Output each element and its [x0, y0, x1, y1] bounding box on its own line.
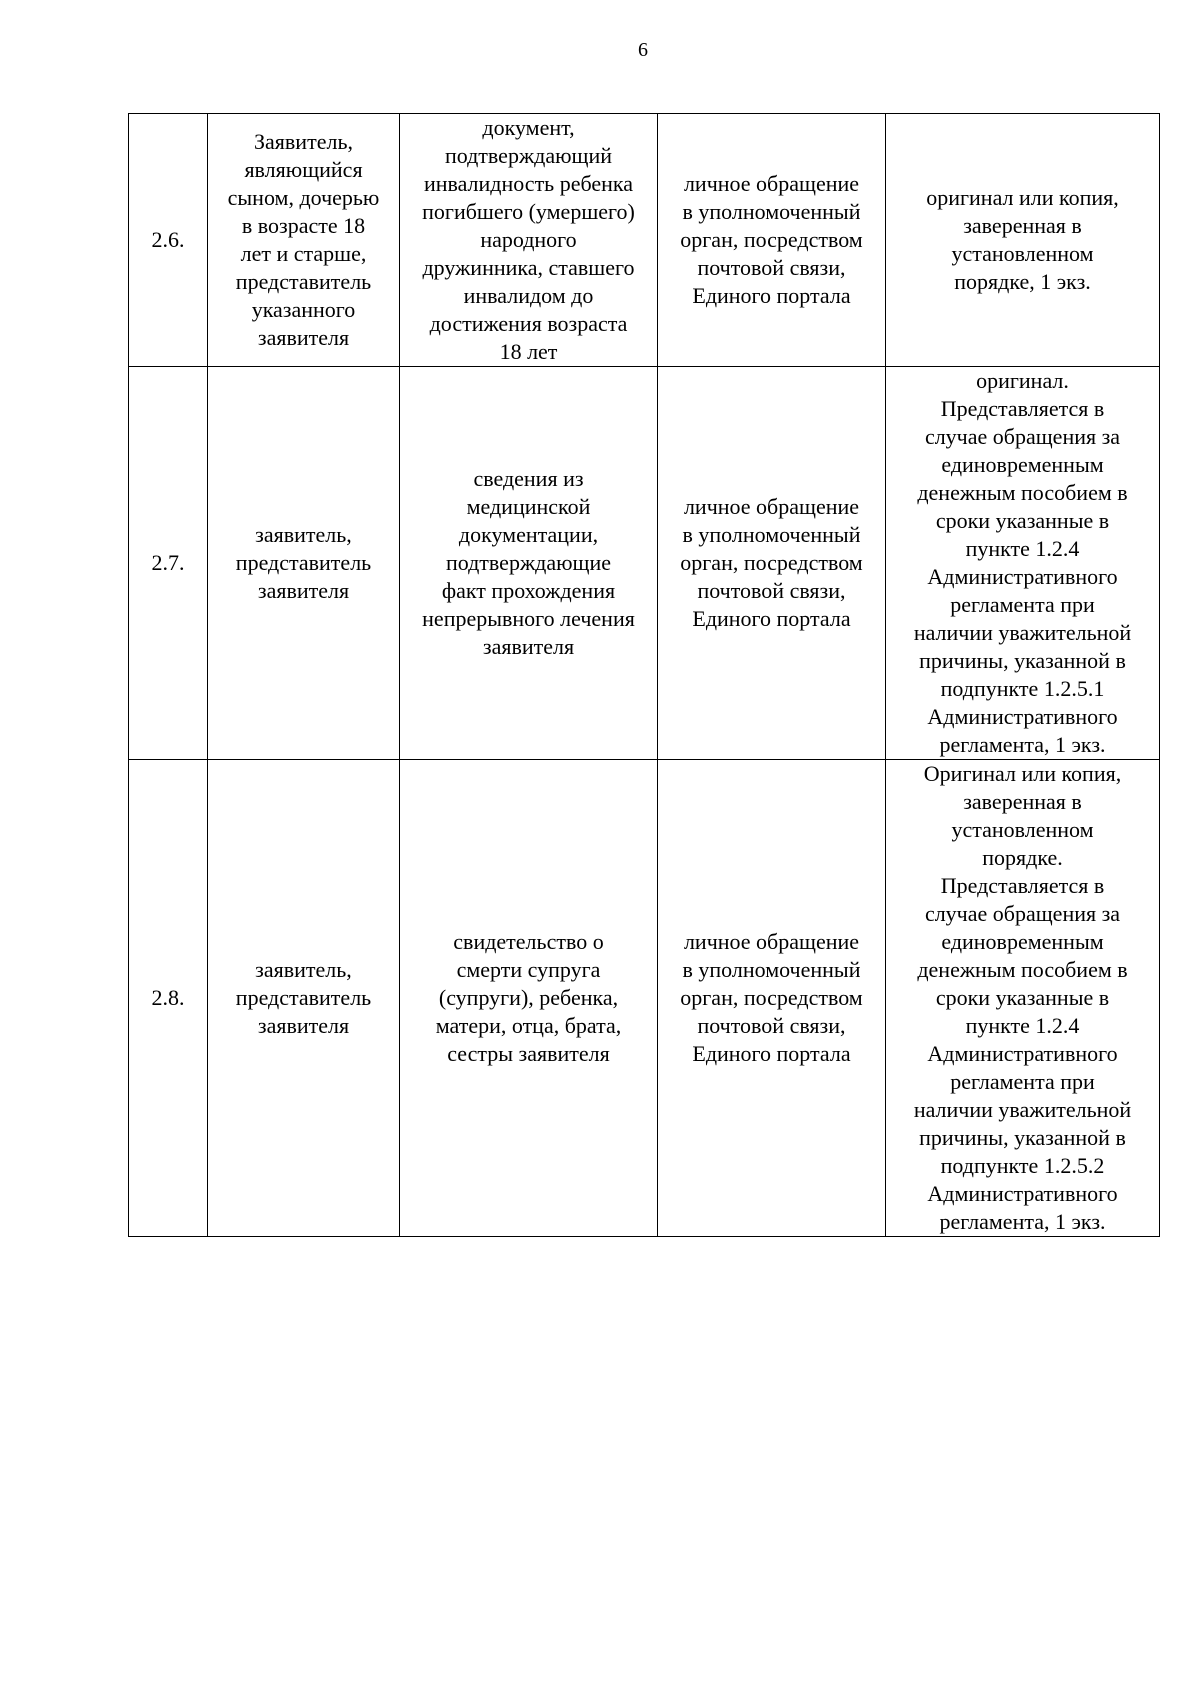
- document-cell: документ, подтверждающий инвалидность ребенка погибшего (умершего) народного дружинника, ставшего инвалидом до достижения возраста 18 лет: [400, 114, 658, 367]
- submission-method-cell: личное обращение в уполномоченный орган, посредством почтовой связи, Единого портала: [658, 114, 886, 367]
- document-form-cell: оригинал. Представляется в случае обращения за единовременным денежным пособием в сроки указанные в пункте 1.2.4 Административного регламента при наличии уважительной причины, указанной в подпункте 1.2.5.1 Административного регламента, 1 экз.: [886, 367, 1160, 760]
- document-cell: сведения из медицинской документации, подтверждающие факт прохождения непрерывного лечения заявителя: [400, 367, 658, 760]
- table-row: [129, 114, 1160, 367]
- row-number-cell: 2.7.: [129, 367, 208, 760]
- document-form-cell: оригинал или копия, заверенная в установленном порядке, 1 экз.: [886, 114, 1160, 367]
- applicant-cell: заявитель, представитель заявителя: [208, 760, 400, 1237]
- table-row: [129, 367, 1160, 760]
- submission-method-cell: личное обращение в уполномоченный орган, посредством почтовой связи, Единого портала: [658, 760, 886, 1237]
- row-number-cell: 2.6.: [129, 114, 208, 367]
- applicant-cell: заявитель, представитель заявителя: [208, 367, 400, 760]
- submission-method-cell: личное обращение в уполномоченный орган, посредством почтовой связи, Единого портала: [658, 367, 886, 760]
- table-row: [129, 760, 1160, 1237]
- document-cell: свидетельство о смерти супруга (супруги), ребенка, матери, отца, брата, сестры заявителя: [400, 760, 658, 1237]
- row-number-cell: 2.8.: [129, 760, 208, 1237]
- page-number: 6: [638, 39, 648, 61]
- documents-table: [128, 113, 1160, 1237]
- applicant-cell: Заявитель, являющийся сыном, дочерью в возрасте 18 лет и старше, представитель указанного заявителя: [208, 114, 400, 367]
- document-form-cell: Оригинал или копия, заверенная в установленном порядке. Представляется в случае обращения за единовременным денежным пособием в сроки указанные в пункте 1.2.4 Административного регламента при наличии уважительной причины, указанной в подпункте 1.2.5.2 Административного регламента, 1 экз.: [886, 760, 1160, 1237]
